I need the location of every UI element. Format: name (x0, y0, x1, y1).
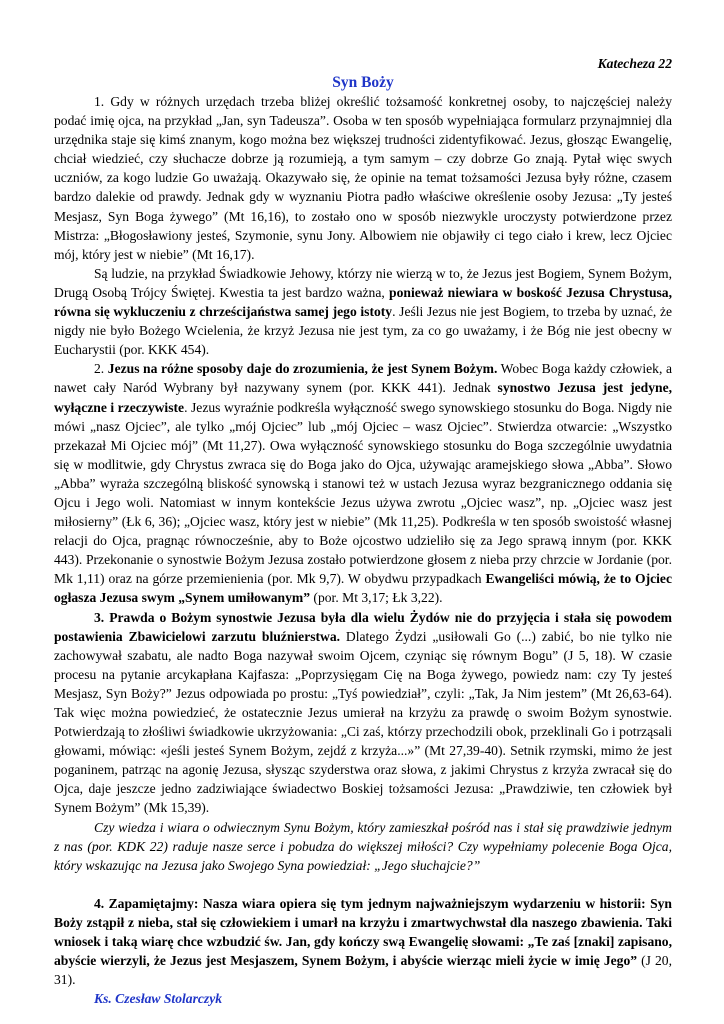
text-span: 2. (94, 361, 108, 377)
text-span: (J 20, 31). (54, 953, 673, 988)
text-span: . Jeśli Jezus nie jest Bogiem, to trzeba by uznać, że nigdy nie było Bożego Wcielenia, że krzyż Jezusa nie jest tym, za co go uważamy, i że Bóg nie jest obecny w Eucharystii (por. KKK 454). (54, 304, 673, 358)
paragraph-4 (54, 608, 672, 818)
reflection-questions: Czy wiedza i wiara o odwiecznym Synu Bożym, który zamieszkał pośród nas i stał się prawdziwie jednym z nas (por. KDK 22) raduje nasze serce i pobudza do większej miłości? Czy wypełniamy polecenie Boga Ojca, który wskazując na Jezusa jako Swojego Syna powiedział: „Jego słuchajcie?” (54, 819, 672, 873)
paragraph-3 (54, 359, 672, 607)
document-page (54, 54, 672, 1008)
text-span: Wobec Boga każdy człowiek, a nawet cały Naród Wybrany był nazywany synem (por. KKK 441). Jednak (54, 361, 672, 396)
paragraph-1: 1. Gdy w różnych urzędach trzeba bliżej określić tożsamość konkretnej osoby, to najczęściej należy podać imię ojca, na przykład „Jan, syn Tadeusza”. Osoba w ten sposób wypełniająca formularz przynajmniej dla urzędnika staje się kimś znanym, kogo można bez większej trudności zidentyfikować. Jezus, głosząc Ewangelię, chciał wiedzieć, czy słuchacze dobrze ją rozumieją, a tym samym – czy dobrze Go znają. Pytał więc swych uczniów, za kogo ludzie Go uważają. Okazywało się, że opinie na temat tożsamości Jezusa były różne, czasem bardzo dalekie od prawdy. Jednak gdy w wyznaniu Piotra padło właściwe określenie osoby Jezusa: „Ty jesteś Mesjasz, Syn Boga żywego” (Mt 16,16), to zostało ono w sposób niezwykle uroczysty potwierdzone przez Mistrza: „Błogosławiony jesteś, Szymonie, synu Jony. Albowiem nie objawiły ci tego ciało i krew, lecz Ojciec mój, który jest w niebie” (Mt 16,17). (54, 94, 672, 262)
author-signature: Ks. Czesław Stolarczyk (94, 991, 223, 1007)
bold-text: 3. Prawda o Bożym synostwie Jezusa była dla wielu Żydów nie do przyjęcia i stała się powodem postawienia Zbawicielowi zarzutu bluźnierstwa. (54, 609, 672, 644)
page-title: Syn Boży (332, 74, 394, 91)
text-span: Dlatego Żydzi „usiłowali Go (...) zabić, bo nie tylko nie zachowywał szabatu, ale nadto Boga nazywał swoim Ojcem, czyniąc się równym Bogu” (J 5, 18). W czasie procesu na pytanie arcykapłana Kajfasza: „Poprzysięgam Cię na Boga żywego, powiedz nam: czy Ty jesteś Mesjasz, Syn Boży?” Jezus odpowiada po prostu: „Tyś powiedział”, czyli: „Tak, Ja Nim jestem” (Mt 26,63-64). Tak więc można powiedzieć, że ostatecznie Jezus umierał na krzyżu za prawdę o swoim Bożym synostwie. Potwierdzają to złośliwi świadkowie ukrzyżowania: „Ci zaś, którzy przechodzili obok, przeklinali Go i potrząsali głowami, mówiąc: «jeśli jesteś Synem Bożym, zejdź z krzyża...»” (Mt 27,39-40). Setnik rzymski, mimo że jest poganinem, patrząc na agonię Jezusa, słysząc szyderstwa oraz słowa, z jakimi Chrystus z krzyża zwracał się do Ojca, daje jeszcze jedno zadziwiające świadectwo Boskiej tożsamości Jezusa: „Prawdziwie, ten człowiek był Synem Bożym” (Mk 15,39). (54, 628, 672, 816)
text-span: . Jezus wyraźnie podkreśla wyłączność swego synowskiego stosunku do Boga. Nigdy nie mówi „nasz Ojciec”, ale tylko „mój Ojciec” lub „mój Ojciec – wasz Ojciec”. Stwierdza otwarcie: „Wszystko przekazał Mi Ojciec mój” (Mt 11,27). Owa wyłączność synowskiego stosunku do Boga szczególnie uwydatnia się w modlitwie, gdy Chrystus zwraca się do Boga jako do Ojca, używając aramejskiego słowa „Abba”. Słowo „Abba” wyraża szczególną bliskość synowską i stanowi też w ustach Jezusa wyraz bezgranicznego oddania się Ojcu i Jego woli. Natomiast w innym kontekście Jezus używa zwrotu „Ojciec wasz”, np. „Ojciec wasz jest miłosierny” (Łk 6, 36); „Ojciec wasz, który jest w niebie” (Mk 11,25). Podkreśla w ten sposób swoistość własnej relacji do Ojca, pragnąc równocześnie, aby to Boże ojcostwo udzieliło się za Jego sprawą innym (por. KKK 443). Przekonanie o synostwie Bożym Jezusa zostało potwierdzone głosem z nieba przy chrzcie w Jordanie (por. Mk 1,11) oraz na górze przemienienia (por. Mk 9,7). W obydwu przypadkach (54, 399, 673, 587)
spacer (54, 875, 672, 894)
paragraph-5 (54, 894, 672, 989)
bold-text: Jezus na różne sposoby daje do zrozumienia, że jest Synem Bożym. (107, 361, 498, 377)
bold-text: 4. Zapamiętajmy: Nasza wiara opiera się tym jednym najważniejszym wydarzeniu w historii: Syn Boży zstąpił z nieba, stał się człowiekiem i umarł na krzyżu i zmartwychwstał dla naszego zbawienia. Taki wniosek i taką wiarę chce wzbudzić św. Jan, gdy kończy swą Ewangelię słowami: „Te zaś [znaki] zapisano, abyście wierzyli, że Jezus jest Mesjaszem, Synem Bożym, i abyście wierząc mieli życie w imię Jego” (54, 895, 672, 969)
bold-text: ponieważ niewiara w boskość Jezusa Chrystusa, równa się wykluczeniu z chrześcijaństwa samej jego istoty (54, 284, 673, 320)
bold-text: Ewangeliści mówią, że to Ojciec ogłasza Jezusa swym „Synem umiłowanym” (54, 571, 672, 606)
catechesis-number: Katecheza 22 (597, 56, 672, 71)
bold-text: synostwo Jezusa jest jedyne, wyłączne i rzeczywiste (54, 380, 672, 415)
text-span: Są ludzie, na przykład Świadkowie Jehowy, którzy nie wierzą w to, że Jezus jest Bogiem, Synem Bożym, Drugą Osobą Trójcy Świętej. Kwestia ta jest bardzo ważna, (54, 265, 672, 300)
paragraph-2 (54, 264, 672, 359)
text-span: (por. Mt 3,17; Łk 3,22). (310, 590, 443, 606)
